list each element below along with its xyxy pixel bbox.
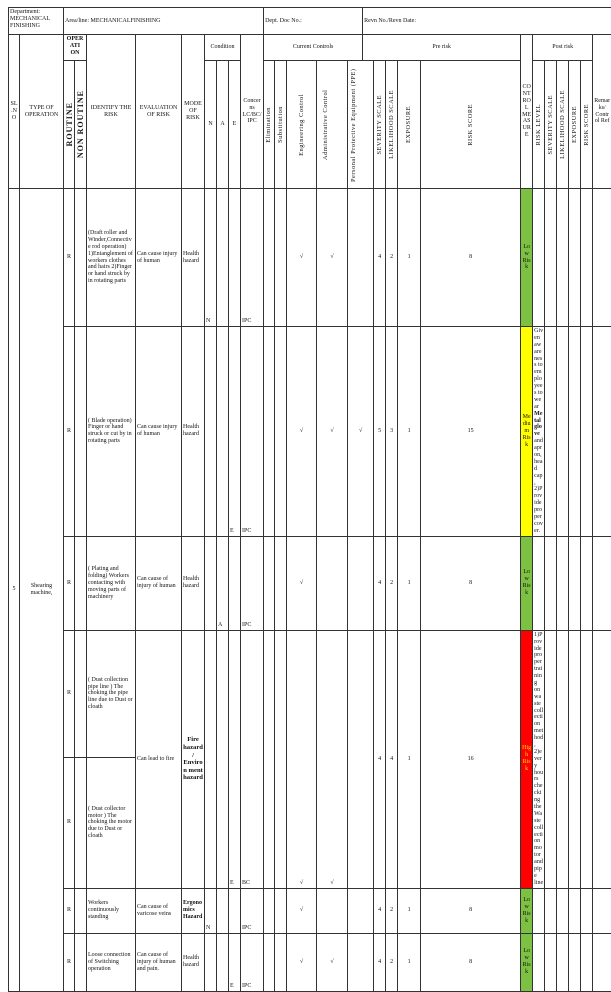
- op-routine: R: [64, 758, 75, 889]
- likelihood: 2: [386, 888, 398, 933]
- eng-control: √: [287, 327, 317, 537]
- risk-level: Low Risk: [521, 933, 533, 991]
- cond-e: E: [229, 630, 241, 888]
- concern: BC: [241, 630, 264, 888]
- eng-control: √: [287, 888, 317, 933]
- col-post-risk: Post risk: [533, 35, 593, 61]
- col-a: A: [217, 61, 229, 189]
- risk-level: Medium Risk: [521, 327, 533, 537]
- risk-level: Low Risk: [521, 536, 533, 630]
- cond-e: [229, 888, 241, 933]
- evaluation: Can cause of varicose veins: [136, 888, 182, 933]
- risk-level: Low Risk: [521, 888, 533, 933]
- cond-n: [205, 536, 217, 630]
- severity: 4: [374, 536, 386, 630]
- table-row: [9, 630, 611, 757]
- col-engineering: Engineering Control: [298, 94, 305, 156]
- risk-score: 16: [421, 630, 521, 888]
- concern: IPC: [241, 933, 264, 991]
- identify-risk: ( Blade operation) Finger or hand struck or cut by in rotating parts: [87, 327, 136, 537]
- identify-risk: (Draft roller and Winder,Connectiv e rod operation) 1)Entanglement of workers clothes and hairs 2)Finger or hand struck by in rotating parts: [87, 189, 136, 327]
- likelihood: 2: [386, 536, 398, 630]
- risk-score: 8: [421, 536, 521, 630]
- cond-a: [217, 630, 229, 888]
- col-substitution: Substitution: [277, 106, 284, 143]
- exposure: 1: [398, 888, 421, 933]
- control-measure: [533, 189, 545, 327]
- area-line-cell: Area/line: MECHANICALFINISHING: [64, 8, 264, 35]
- identify-risk: ( Dust collector motor ) The choking the motor due to Dust or cloath: [87, 758, 136, 889]
- table-row: [9, 888, 611, 933]
- severity: 4: [374, 630, 386, 888]
- mode: Health hazard: [182, 327, 205, 537]
- col-evaluation: EVALUATION OF RISK: [136, 35, 182, 189]
- adm-control: [317, 888, 348, 933]
- ppe-control: [348, 189, 374, 327]
- adm-control: [317, 536, 348, 630]
- evaluation: Can cause of injury of human and pain.: [136, 933, 182, 991]
- adm-control: √: [317, 189, 348, 327]
- col-risk-score: RISK SCORE: [467, 104, 474, 146]
- exposure: 1: [398, 933, 421, 991]
- cond-n: [205, 630, 217, 888]
- cond-a: [217, 189, 229, 327]
- likelihood: 4: [386, 630, 398, 888]
- concern: IPC: [241, 536, 264, 630]
- section-slno: 5: [9, 189, 20, 992]
- risk-score: 15: [421, 327, 521, 537]
- cond-n: N: [205, 189, 217, 327]
- likelihood: 3: [386, 327, 398, 537]
- table-row: [9, 536, 611, 630]
- eng-control: √: [287, 536, 317, 630]
- op-routine: R: [64, 888, 75, 933]
- exposure: 1: [398, 327, 421, 537]
- risk-level: High Risk: [521, 630, 533, 888]
- exposure: 1: [398, 536, 421, 630]
- mode: Health hazard: [182, 536, 205, 630]
- post-severity: SEVERITY SCALE: [547, 95, 554, 155]
- mode: Ergono mics Hazard: [182, 888, 205, 933]
- col-control-measure: CONTROL MEASURE: [521, 35, 533, 189]
- control-measure: Given awareness to employees to wear Metal glove and apron,head cap , 2)Provide proper cover.: [533, 327, 545, 537]
- adm-control: √: [317, 327, 348, 537]
- ppe-control: [348, 933, 374, 991]
- mode: Fire hazard / Environ ment hazard: [182, 630, 205, 888]
- identify-risk: Workers continuously standing: [87, 888, 136, 933]
- op-routine: R: [64, 630, 75, 757]
- risk-score: 8: [421, 933, 521, 991]
- cond-a: A: [217, 536, 229, 630]
- severity: 4: [374, 888, 386, 933]
- identify-risk: ( Dust collection pipe line ) The choking the pipe line due to Dust or cloath: [87, 630, 136, 757]
- control-measure: 1)Provide proper training on waste collection method, 2)every hours checking the Waste collection motor and pipe line: [533, 630, 545, 888]
- eng-control: √: [287, 933, 317, 991]
- concern: IPC: [241, 888, 264, 933]
- concern: IPC: [241, 189, 264, 327]
- col-risk-level: RISK LEVEL: [535, 104, 542, 145]
- col-routine: ROUTINE: [65, 102, 74, 146]
- cond-a: [217, 933, 229, 991]
- cond-n: [205, 327, 217, 537]
- col-type: TYPE OF OPERATION: [20, 35, 64, 189]
- evaluation: Can cause of injury of human: [136, 536, 182, 630]
- table-row: [9, 327, 611, 537]
- evaluation: Can lead to fire: [136, 630, 182, 888]
- col-ppe: Personal Protective Equipment (PPE): [350, 66, 372, 184]
- section-type: Shearing machine,: [20, 189, 64, 992]
- control-measure: [533, 888, 545, 933]
- risk-table: [8, 7, 611, 992]
- control-measure: [533, 536, 545, 630]
- col-condition: Condition: [205, 35, 241, 61]
- cond-a: [217, 888, 229, 933]
- cond-e: [229, 189, 241, 327]
- col-slno: SL.N O: [9, 35, 20, 189]
- likelihood: 2: [386, 189, 398, 327]
- risk-level: Low Risk: [521, 189, 533, 327]
- col-likelihood: LIKELIHOOD SCALE: [388, 90, 395, 159]
- evaluation: Can cause injury of human: [136, 327, 182, 537]
- cond-n: N: [205, 888, 217, 933]
- col-operation: OPERATI ON: [64, 35, 87, 61]
- header-row: [9, 8, 611, 35]
- severity: 5: [374, 327, 386, 537]
- adm-control: √: [317, 933, 348, 991]
- col-remarks: Remarks/ Control Ref: [593, 35, 611, 189]
- cond-n: [205, 933, 217, 991]
- col-pre-risk: Pre risk: [363, 35, 521, 61]
- col-non-routine: NON ROUTINE: [76, 90, 85, 158]
- cond-a: [217, 327, 229, 537]
- control-measure: [533, 933, 545, 991]
- department-cell: Department: MECHANICAL FINISHING: [9, 8, 64, 35]
- op-routine: R: [64, 933, 75, 991]
- exposure: 1: [398, 630, 421, 888]
- cond-e: E: [229, 933, 241, 991]
- post-likelihood: LIKELIHOOD SCALE: [559, 90, 566, 159]
- table-row: [9, 933, 611, 991]
- col-concerns: Concerns LC/BC/ IPC: [241, 35, 264, 189]
- op-routine: R: [64, 189, 75, 327]
- revision-cell: Revn No./Revn Date:: [363, 8, 611, 35]
- col-n: N: [205, 61, 217, 189]
- col-administrative: Administrative Control: [322, 70, 342, 180]
- col-mode: MODE OF RISK: [182, 35, 205, 189]
- severity: 4: [374, 189, 386, 327]
- adm-control: √: [317, 630, 348, 888]
- cond-e: [229, 536, 241, 630]
- risk-score: 8: [421, 189, 521, 327]
- evaluation: Can cause injury of human: [136, 189, 182, 327]
- col-current-controls: Current Controls: [264, 35, 363, 61]
- col-e: E: [229, 61, 241, 189]
- cond-e: E: [229, 327, 241, 537]
- op-routine: R: [64, 536, 75, 630]
- ppe-control: √: [348, 327, 374, 537]
- col-identify: IDENTIFY THE RISK: [87, 35, 136, 189]
- eng-control: √: [287, 630, 317, 888]
- ppe-control: [348, 536, 374, 630]
- likelihood: 2: [386, 933, 398, 991]
- op-routine: R: [64, 327, 75, 537]
- severity: 4: [374, 933, 386, 991]
- eng-control: √: [287, 189, 317, 327]
- col-exposure: EXPOSURE: [405, 106, 412, 143]
- concern: IPC: [241, 327, 264, 537]
- mode: Health hazard: [182, 933, 205, 991]
- post-risk-score: RISK SCORE: [583, 104, 590, 146]
- mode: Health hazard: [182, 189, 205, 327]
- col-elimination: Elimination: [265, 107, 272, 143]
- exposure: 1: [398, 189, 421, 327]
- identify-risk: Loose connection of Switching operation: [87, 933, 136, 991]
- col-severity: SEVERITY SCALE: [376, 95, 383, 155]
- column-group-row: [9, 35, 611, 61]
- dept-doc-no-cell: Dept. Doc No.:: [264, 8, 363, 35]
- identify-risk: ( Plating and folding) Workers contacting with moving parts of machinery: [87, 536, 136, 630]
- ppe-control: [348, 630, 374, 888]
- post-exposure: EXPOSURE: [571, 106, 578, 143]
- ppe-control: [348, 888, 374, 933]
- table-row: [9, 189, 611, 327]
- risk-score: 8: [421, 888, 521, 933]
